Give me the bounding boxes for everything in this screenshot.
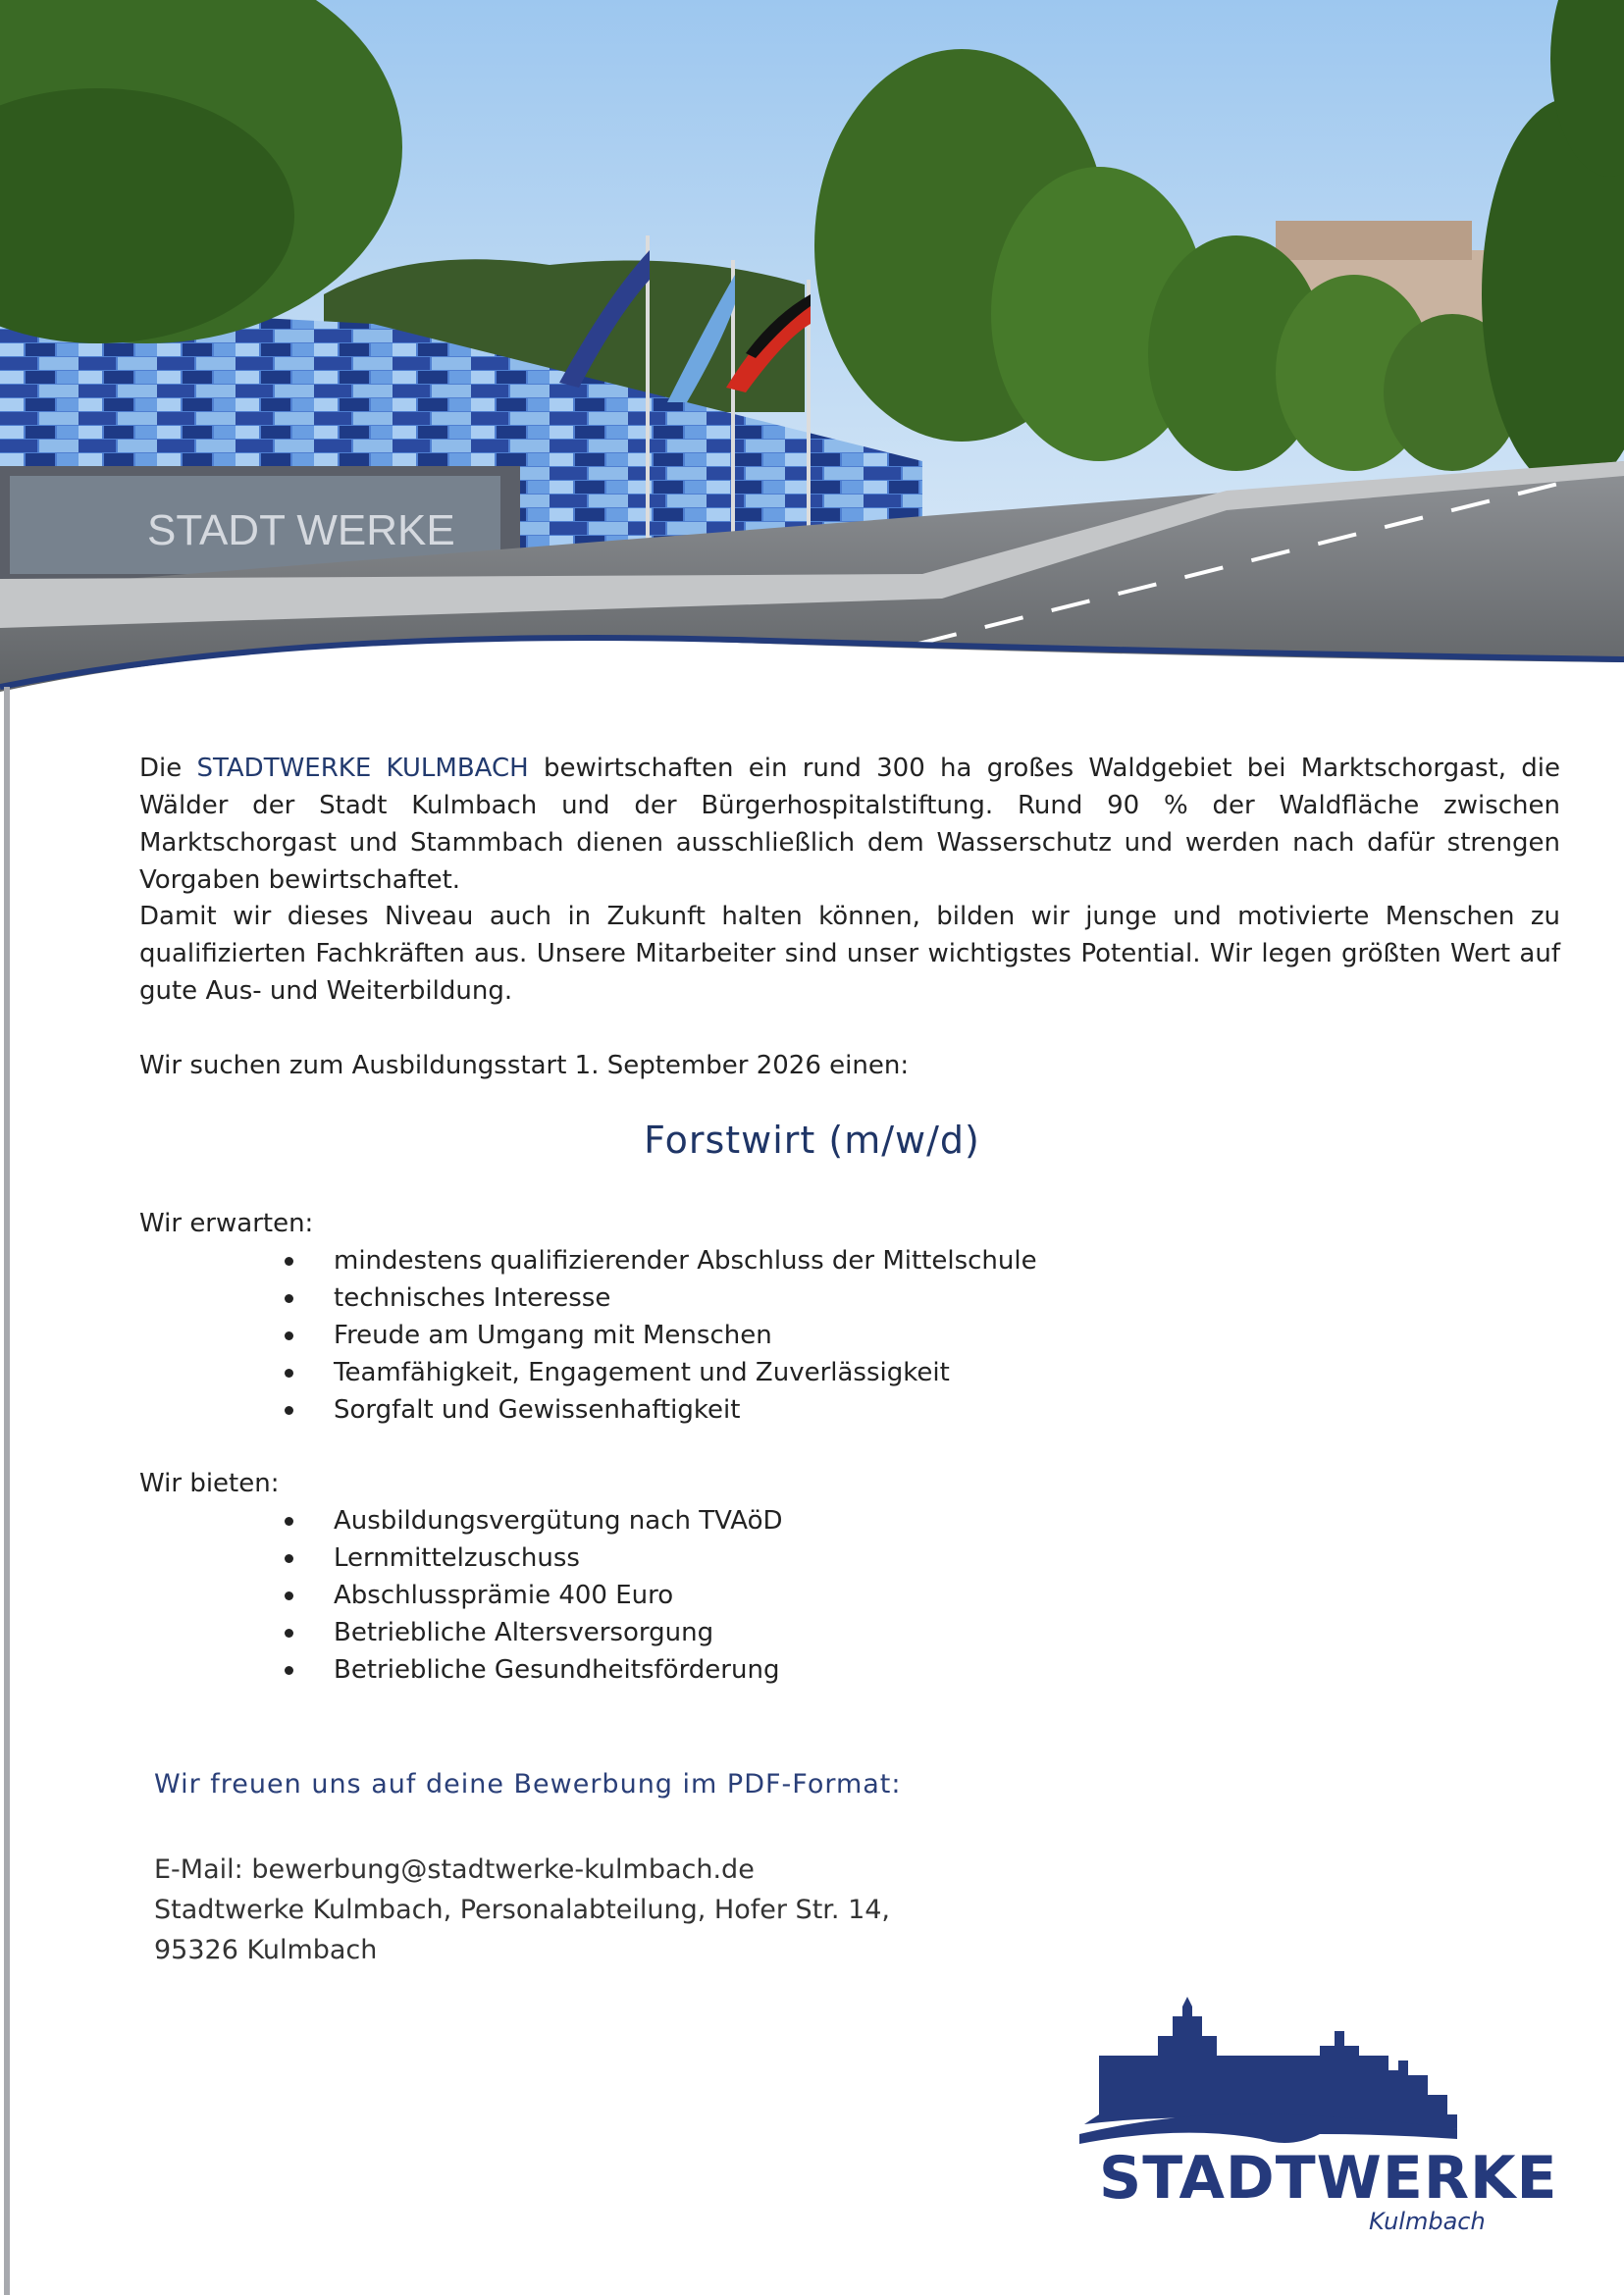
bullet-icon (285, 1294, 293, 1303)
left-margin-rule (4, 687, 10, 2295)
list-item-text: mindestens qualifizierender Abschluss der Mittelschule (334, 1246, 1037, 1276)
intro-text: bewirtschaften ein rund 300 ha großes Waldgebiet bei Marktschorgast, die Wälder der Stadt Kulmbach und der Bürgerhospitalstiftung. Rund 90 % der Waldfläche zwischen Marktschorgast und Stammbach dienen ausschließlich dem Wasserschutz und werden nach dafür strengen Vorgaben bewirtschaftet. (139, 754, 1561, 895)
application-heading: Wir freuen uns auf deine Bewerbung im PDF-Format: (154, 1769, 902, 1799)
start-date-line: Wir suchen zum Ausbildungsstart 1. September 2026 einen: (139, 1051, 910, 1080)
list-item (285, 1651, 783, 1689)
list-item (285, 1577, 783, 1614)
header-photo (0, 0, 1624, 706)
list-item (285, 1539, 783, 1577)
logo-subline: Kulmbach (1369, 2208, 1486, 2235)
list-item-text: Freude am Umgang mit Menschen (334, 1321, 772, 1350)
offers-label: Wir bieten: (139, 1469, 280, 1498)
list-item (285, 1391, 1037, 1429)
list-item-text: Sorgfalt und Gewissenhaftigkeit (334, 1395, 741, 1425)
list-item-text: Lernmittelzuschuss (334, 1543, 580, 1573)
bullet-icon (285, 1629, 293, 1638)
list-item-text: Teamfähigkeit, Engagement und Zuverlässigkeit (334, 1358, 950, 1387)
contact-address: Stadtwerke Kulmbach, Personalabteilung, Hofer Str. 14, (154, 1895, 891, 1925)
bullet-icon (285, 1369, 293, 1378)
intro-prefix: Die (139, 754, 197, 783)
list-item (285, 1614, 783, 1651)
expectations-list (285, 1242, 1037, 1429)
training-paragraph: Damit wir dieses Niveau auch in Zukunft halten können, bilden wir junge und motivierte Menschen zu qualifizierten Fachkräften aus. Unsere Mitarbeiter sind unser wichtigstes Potential. Wir legen größten Wert auf gute Aus- und Weiterbildung. (139, 902, 1560, 1006)
bullet-icon (285, 1331, 293, 1340)
offers-list (285, 1502, 783, 1689)
list-item (285, 1242, 1037, 1279)
contact-city: 95326 Kulmbach (154, 1935, 378, 1965)
bullet-icon (285, 1517, 293, 1526)
company-name: STADTWERKE KULMBACH (196, 754, 529, 783)
intro-paragraph (139, 750, 1560, 899)
facade-sign: STADT WERKE (147, 506, 455, 554)
list-item (285, 1354, 1037, 1391)
list-item-text: Betriebliche Altersversorgung (334, 1618, 714, 1647)
logo-wordmark: STADTWERKE (1099, 2144, 1558, 2213)
list-item-text: Betriebliche Gesundheitsförderung (334, 1655, 780, 1685)
bullet-icon (285, 1257, 293, 1266)
list-item-text: Ausbildungsvergütung nach TVAöD (334, 1506, 783, 1536)
list-item (285, 1317, 1037, 1354)
list-item-text: technisches Interesse (334, 1283, 611, 1313)
job-title: Forstwirt (m/w/d) (644, 1119, 980, 1162)
list-item (285, 1279, 1037, 1317)
bullet-icon (285, 1406, 293, 1415)
contact-email[interactable]: E-Mail: bewerbung@stadtwerke-kulmbach.de (154, 1854, 755, 1885)
bullet-icon (285, 1591, 293, 1600)
list-item-text: Abschlussprämie 400 Euro (334, 1581, 674, 1610)
list-item (285, 1502, 783, 1539)
bullet-icon (285, 1554, 293, 1563)
expectations-label: Wir erwarten: (139, 1209, 314, 1238)
bullet-icon (285, 1666, 293, 1675)
